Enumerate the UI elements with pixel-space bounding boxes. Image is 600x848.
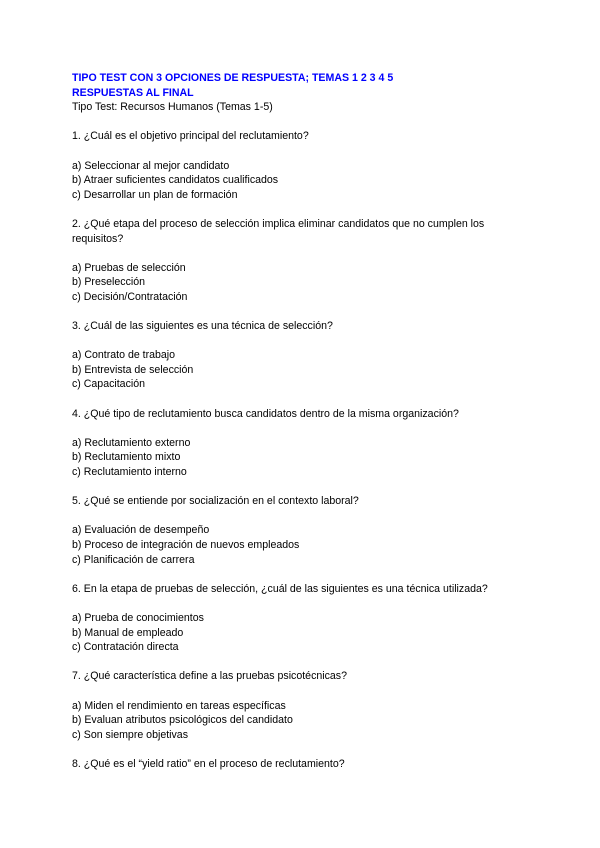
answer-option-c: c) Decisión/Contratación bbox=[72, 290, 188, 303]
document-title-line-2: RESPUESTAS AL FINAL bbox=[72, 86, 194, 99]
answer-option-a: a) Prueba de conocimientos bbox=[72, 611, 204, 624]
answer-option-c: c) Son siempre objetivas bbox=[72, 728, 188, 741]
question-4 bbox=[72, 407, 532, 480]
question-2 bbox=[72, 217, 532, 305]
question-6 bbox=[72, 582, 532, 655]
question-text: 1. ¿Cuál es el objetivo principal del reclutamiento? bbox=[72, 130, 309, 143]
answer-option-c: c) Desarrollar un plan de formación bbox=[72, 188, 238, 201]
answer-option-a: a) Reclutamiento externo bbox=[72, 436, 191, 449]
document-subtitle: Tipo Test: Recursos Humanos (Temas 1-5) bbox=[72, 101, 273, 114]
answer-option-a: a) Miden el rendimiento en tareas específicas bbox=[72, 699, 286, 712]
answer-option-b: b) Entrevista de selección bbox=[72, 363, 194, 376]
answer-option-a: a) Seleccionar al mejor candidato bbox=[72, 159, 230, 172]
document-page bbox=[72, 71, 532, 786]
question-text: 7. ¿Qué característica define a las pruebas psicotécnicas? bbox=[72, 670, 347, 683]
question-5 bbox=[72, 494, 532, 567]
answer-option-a: a) Pruebas de selección bbox=[72, 261, 186, 274]
question-text: 3. ¿Cuál de las siguientes es una técnica de selección? bbox=[72, 320, 333, 333]
question-7 bbox=[72, 669, 532, 742]
answer-option-a: a) Evaluación de desempeño bbox=[72, 524, 210, 537]
question-8 bbox=[72, 757, 532, 772]
question-1 bbox=[72, 129, 532, 202]
answer-option-b: b) Evaluan atributos psicológicos del candidato bbox=[72, 714, 293, 727]
answer-option-b: b) Proceso de integración de nuevos empleados bbox=[72, 539, 300, 551]
answer-option-c: c) Contratación directa bbox=[72, 641, 179, 654]
answer-option-b: b) Atraer suficientes candidatos cualificados bbox=[72, 174, 279, 187]
answer-option-a: a) Contrato de trabajo bbox=[72, 349, 176, 362]
question-text: 2. ¿Qué etapa del proceso de selección implica eliminar candidatos que no cumplen los requisitos? bbox=[72, 217, 485, 245]
document-title-line-1: TIPO TEST CON 3 OPCIONES DE RESPUESTA; TEMAS 1 2 3 4 5 bbox=[72, 72, 394, 84]
answer-option-b: b) Manual de empleado bbox=[72, 626, 184, 639]
answer-option-c: c) Reclutamiento interno bbox=[72, 466, 187, 479]
answer-option-c: c) Capacitación bbox=[72, 378, 146, 391]
question-3 bbox=[72, 319, 532, 392]
answer-option-c: c) Planificación de carrera bbox=[72, 553, 195, 566]
answer-option-b: b) Reclutamiento mixto bbox=[72, 451, 181, 464]
question-text: 5. ¿Qué se entiende por socialización en el contexto laboral? bbox=[72, 495, 359, 508]
answer-option-b: b) Preselección bbox=[72, 276, 146, 289]
question-text: 6. En la etapa de pruebas de selección, ¿cuál de las siguientes es una técnica utilizada? bbox=[72, 582, 488, 595]
question-text: 8. ¿Qué es el “yield ratio” en el proceso de reclutamiento? bbox=[72, 757, 345, 770]
question-text: 4. ¿Qué tipo de reclutamiento busca candidatos dentro de la misma organización? bbox=[72, 407, 459, 420]
